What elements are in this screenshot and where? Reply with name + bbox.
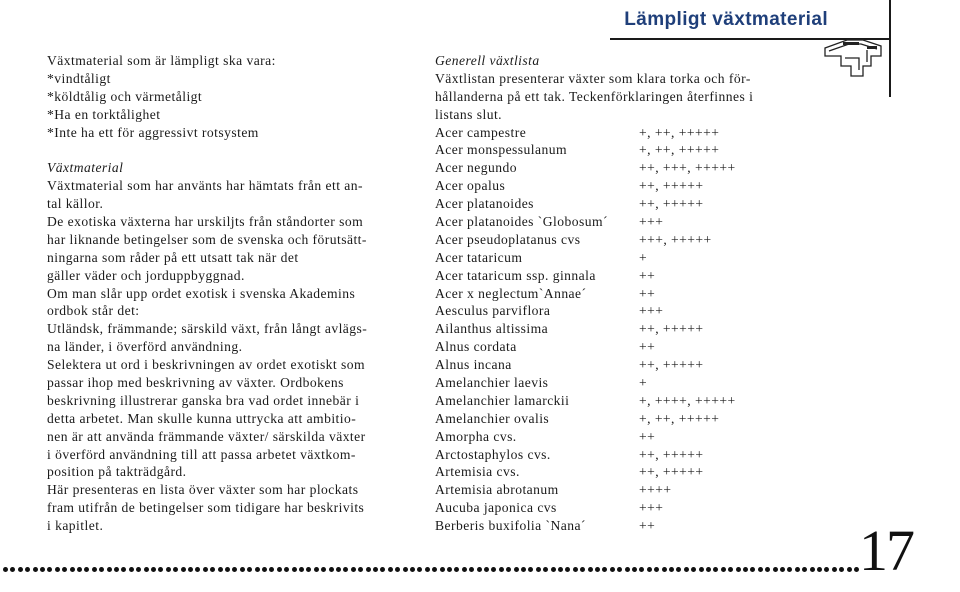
- plant-name: Amelanchier ovalis: [435, 410, 550, 426]
- plant-rating: ++, +++++: [639, 196, 704, 212]
- text-line: Växtmaterial som har använts har hämtats från ett an-: [47, 178, 364, 194]
- dot: [499, 567, 504, 572]
- dot: [3, 567, 8, 572]
- plant-row: [435, 285, 815, 303]
- dot: [684, 567, 689, 572]
- plant-row: [435, 392, 815, 410]
- text-line: Om man slår upp ordet exotisk i svenska Akademins: [47, 285, 356, 301]
- plant-rating: ++: [639, 518, 656, 534]
- dot: [55, 567, 60, 572]
- requirement-line: *Inte ha ett för aggressivt rotsystem: [47, 124, 259, 140]
- dot: [580, 567, 585, 572]
- plant-list: [435, 124, 815, 535]
- plant-name: Ailanthus altissima: [435, 321, 549, 337]
- dot: [795, 567, 800, 572]
- dot: [77, 567, 82, 572]
- dot: [632, 567, 637, 572]
- dot: [477, 567, 482, 572]
- dot: [728, 567, 733, 572]
- plant-name: Acer opalus: [435, 178, 506, 194]
- text-line: passar ihop med beskrivning av växter. Ordbokens: [47, 375, 344, 391]
- plant-name: Alnus cordata: [435, 339, 517, 355]
- dot: [99, 567, 104, 572]
- dot: [158, 567, 163, 572]
- dot: [18, 567, 23, 572]
- text-line: tal källor.: [47, 196, 104, 212]
- plant-name: Artemisia abrotanum: [435, 482, 559, 498]
- dot: [240, 567, 245, 572]
- dot: [292, 567, 297, 572]
- dot: [410, 567, 415, 572]
- dot: [469, 567, 474, 572]
- plant-row: [435, 267, 815, 285]
- dot: [136, 567, 141, 572]
- dot: [676, 567, 681, 572]
- text-line: fram utifrån de betingelser som tidigare har beskrivits: [47, 500, 365, 516]
- dot: [595, 567, 600, 572]
- dot: [277, 567, 282, 572]
- dot: [380, 567, 385, 572]
- text-line: Selektera ut ord i beskrivningen av ordet exotiskt som: [47, 357, 366, 373]
- dot: [721, 567, 726, 572]
- dot: [699, 567, 704, 572]
- plant-name: Arctostaphylos cvs.: [435, 446, 551, 462]
- dot: [107, 567, 112, 572]
- dot: [491, 567, 496, 572]
- dot: [558, 567, 563, 572]
- left-column: [47, 52, 407, 535]
- dot: [166, 567, 171, 572]
- plant-rating: +++: [639, 303, 664, 319]
- dot: [832, 567, 837, 572]
- plant-row: [435, 499, 815, 517]
- dot: [343, 567, 348, 572]
- plant-name: Acer monspessulanum: [435, 142, 568, 158]
- dot: [425, 567, 430, 572]
- text-line: ningarna som råder på ett utsatt tak när det: [47, 249, 299, 265]
- dot: [262, 567, 267, 572]
- dot: [366, 567, 371, 572]
- dot: [454, 567, 459, 572]
- plant-row: [435, 124, 815, 142]
- plant-row: [435, 374, 815, 392]
- plant-row: [435, 213, 815, 231]
- plant-rating: +, ++, +++++: [639, 410, 720, 426]
- plant-rating: +++: [639, 500, 664, 516]
- dot: [758, 567, 763, 572]
- dot: [210, 567, 215, 572]
- dot: [839, 567, 844, 572]
- text-line: Utländsk, främmande; särskild växt, från långt avlägs-: [47, 321, 368, 337]
- dotted-rule: [0, 566, 863, 574]
- plant-row: [435, 356, 815, 374]
- plant-rating: ++, +++++: [639, 464, 704, 480]
- plant-rating: ++, +++, +++++: [639, 160, 736, 176]
- plant-row: [435, 195, 815, 213]
- dot: [114, 567, 119, 572]
- plant-rating: ++: [639, 339, 656, 355]
- plant-row: [435, 481, 815, 499]
- dot: [129, 567, 134, 572]
- dot: [691, 567, 696, 572]
- dot: [447, 567, 452, 572]
- dot: [773, 567, 778, 572]
- text-line: position på takträdgård.: [47, 464, 187, 480]
- text-line: beskrivning illustrerar ganska bra vad ordet innebär i: [47, 392, 360, 408]
- plant-row: [435, 231, 815, 249]
- vertical-rule: [889, 0, 891, 97]
- plant-row: [435, 320, 815, 338]
- plant-rating: ++: [639, 428, 656, 444]
- text-line: hållanderna på ett tak. Teckenförklaringen återfinnes i: [435, 88, 754, 104]
- requirement-line: *köldtålig och värmetåligt: [47, 88, 203, 104]
- plant-row: [435, 338, 815, 356]
- dot: [565, 567, 570, 572]
- dot: [351, 567, 356, 572]
- dot: [255, 567, 260, 572]
- dot: [817, 567, 822, 572]
- plant-row: [435, 159, 815, 177]
- dot: [528, 567, 533, 572]
- dot: [573, 567, 578, 572]
- plant-name: Aesculus parviflora: [435, 303, 551, 319]
- dot: [395, 567, 400, 572]
- dot: [358, 567, 363, 572]
- dot: [432, 567, 437, 572]
- right-column: [435, 52, 815, 535]
- dot: [144, 567, 149, 572]
- dot: [514, 567, 519, 572]
- dot: [743, 567, 748, 572]
- dot: [662, 567, 667, 572]
- dot: [373, 567, 378, 572]
- plant-name: Alnus incana: [435, 357, 512, 373]
- dot: [669, 567, 674, 572]
- dot: [203, 567, 208, 572]
- text-line: detta arbetet. Man skulle kunna uttrycka att ambitio-: [47, 410, 357, 426]
- plant-name: Amorpha cvs.: [435, 428, 517, 444]
- plant-row: [435, 141, 815, 159]
- plant-rating: ++, +++++: [639, 178, 704, 194]
- dot: [195, 567, 200, 572]
- plant-row: [435, 428, 815, 446]
- dot: [484, 567, 489, 572]
- dot: [506, 567, 511, 572]
- dot: [462, 567, 467, 572]
- dot: [62, 567, 67, 572]
- dot: [47, 567, 52, 572]
- dot: [84, 567, 89, 572]
- requirement-line: *vindtåligt: [47, 70, 111, 86]
- plant-name: Acer negundo: [435, 160, 518, 176]
- section-title: Växtmaterial: [47, 160, 124, 176]
- dot: [521, 567, 526, 572]
- dot: [314, 567, 319, 572]
- plant-name: Berberis buxifolia `Nana´: [435, 518, 586, 534]
- text-line: Växtlistan presenterar växter som klara torka och för-: [435, 70, 751, 86]
- rooftop-logo-icon: [823, 36, 885, 88]
- plant-name: Amelanchier laevis: [435, 375, 549, 391]
- dot: [40, 567, 45, 572]
- page-title: Lämpligt växtmaterial: [624, 9, 828, 30]
- text-line: har liknande betingelser som de svenska och förutsätt-: [47, 231, 367, 247]
- plant-name: Amelanchier lamarckii: [435, 392, 570, 408]
- plant-name: Artemisia cvs.: [435, 464, 520, 480]
- dot: [617, 567, 622, 572]
- requirement-line: *Ha en torktålighet: [47, 106, 161, 122]
- dot: [284, 567, 289, 572]
- dot: [121, 567, 126, 572]
- plant-row: [435, 410, 815, 428]
- plant-rating: +++: [639, 214, 664, 230]
- dot: [247, 567, 252, 572]
- dot: [588, 567, 593, 572]
- plant-name: Acer campestre: [435, 124, 527, 140]
- dot: [306, 567, 311, 572]
- plant-rating: ++: [639, 267, 656, 283]
- text-line: Här presenteras en lista över växter som har plockats: [47, 482, 359, 498]
- text-line: ordbok står det:: [47, 303, 140, 319]
- plant-rating: ++: [639, 285, 656, 301]
- plant-name: Acer tataricum ssp. ginnala: [435, 267, 596, 283]
- text-line: i överförd användning till att passa arbetet växtkom-: [47, 446, 356, 462]
- plant-name: Acer x neglectum`Annae´: [435, 285, 587, 301]
- dot: [639, 567, 644, 572]
- plant-rating: +++, +++++: [639, 231, 712, 247]
- dot: [713, 567, 718, 572]
- dot: [810, 567, 815, 572]
- intro-text: [435, 70, 815, 124]
- text-line: na länder, i överförd användning.: [47, 339, 243, 355]
- page-number: 17: [859, 518, 913, 583]
- plant-row: [435, 177, 815, 195]
- dot: [736, 567, 741, 572]
- text-line: listans slut.: [435, 106, 503, 122]
- dot: [780, 567, 785, 572]
- dot: [299, 567, 304, 572]
- dot: [10, 567, 15, 572]
- requirement-line: Växtmaterial som är lämpligt ska vara:: [47, 53, 276, 68]
- dot: [543, 567, 548, 572]
- dot: [388, 567, 393, 572]
- plant-name: Acer platanoides: [435, 196, 534, 212]
- dot: [173, 567, 178, 572]
- dot: [218, 567, 223, 572]
- dot: [232, 567, 237, 572]
- dot: [417, 567, 422, 572]
- dot: [403, 567, 408, 572]
- text-line: De exotiska växterna har urskiljts från ståndorter som: [47, 214, 364, 230]
- dot: [329, 567, 334, 572]
- dot: [181, 567, 186, 572]
- spacer: [47, 141, 407, 159]
- dot: [151, 567, 156, 572]
- dot: [321, 567, 326, 572]
- dot: [750, 567, 755, 572]
- dot: [625, 567, 630, 572]
- plant-row: [435, 517, 815, 535]
- dot: [654, 567, 659, 572]
- dot: [824, 567, 829, 572]
- dot: [551, 567, 556, 572]
- dot: [610, 567, 615, 572]
- plant-rating: +: [639, 375, 648, 391]
- plant-rating: +: [639, 249, 648, 265]
- dot: [602, 567, 607, 572]
- dot: [269, 567, 274, 572]
- plant-rating: ++, +++++: [639, 357, 704, 373]
- plant-name: Aucuba japonica cvs: [435, 500, 557, 516]
- dot: [440, 567, 445, 572]
- dot: [336, 567, 341, 572]
- dot: [802, 567, 807, 572]
- plant-name: Acer pseudoplatanus cvs: [435, 231, 581, 247]
- plant-row: [435, 249, 815, 267]
- plant-rating: ++++: [639, 482, 672, 498]
- text-line: nen är att använda främmande växter/ särskilda växter: [47, 428, 366, 444]
- plant-row: [435, 463, 815, 481]
- plant-rating: +, ++, +++++: [639, 142, 720, 158]
- plant-rating: ++, +++++: [639, 321, 704, 337]
- plant-rating: ++, +++++: [639, 446, 704, 462]
- dot: [765, 567, 770, 572]
- plant-rating: +, ++++, +++++: [639, 392, 736, 408]
- plant-row: [435, 302, 815, 320]
- dot: [847, 567, 852, 572]
- dot: [706, 567, 711, 572]
- dot: [225, 567, 230, 572]
- dot: [647, 567, 652, 572]
- requirements-list: [47, 52, 407, 141]
- dot: [787, 567, 792, 572]
- section-title: Generell växtlista: [435, 53, 540, 68]
- body-text: [47, 177, 407, 535]
- dot: [33, 567, 38, 572]
- plant-name: Acer tataricum: [435, 249, 523, 265]
- dot: [188, 567, 193, 572]
- dot: [70, 567, 75, 572]
- dot: [536, 567, 541, 572]
- text-line: gäller väder och jorduppbyggnad.: [47, 267, 245, 283]
- dot: [25, 567, 30, 572]
- dot: [92, 567, 97, 572]
- plant-rating: +, ++, +++++: [639, 124, 720, 140]
- plant-name: Acer platanoides `Globosum´: [435, 214, 608, 230]
- text-line: i kapitlet.: [47, 518, 104, 534]
- plant-row: [435, 446, 815, 464]
